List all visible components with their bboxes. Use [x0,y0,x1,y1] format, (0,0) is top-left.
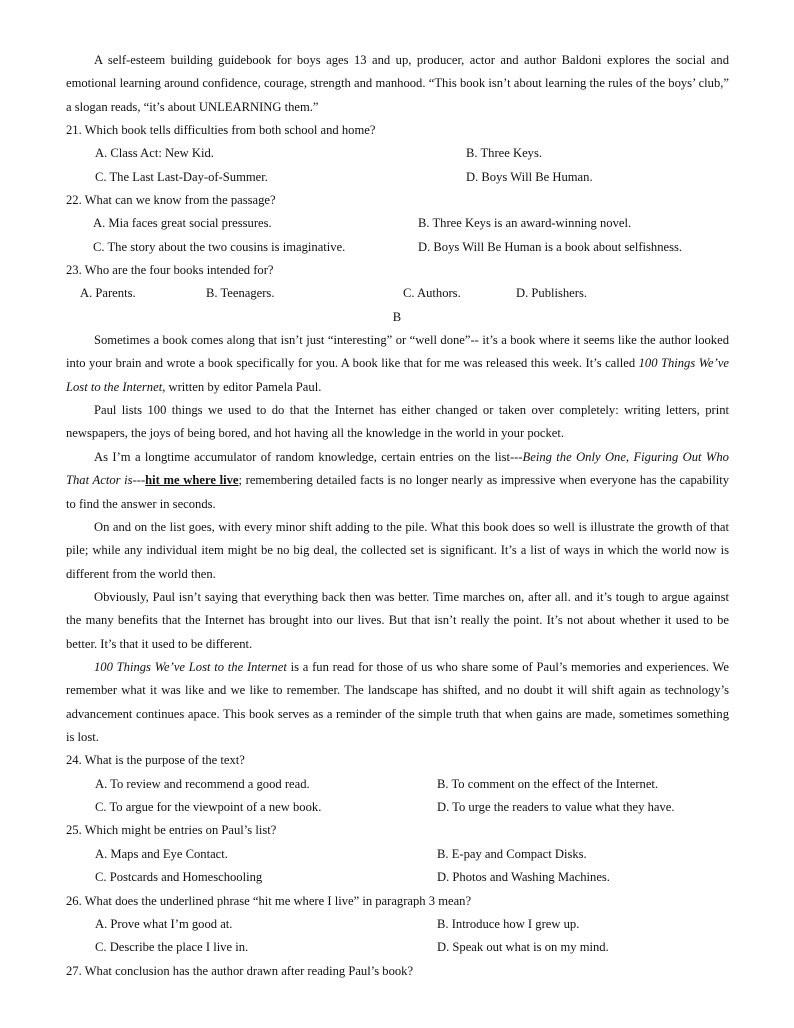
p3-text-end: ; remembering detailed facts is no longer nearly as impressive when everyone has the capability to find the answer in seconds. [66,473,729,511]
p1-text: Sometimes a book comes along that isn’t just “interesting” or “well done”-- it’s a book where it seems like the author looked into your brain and wrote a book specifically for you. A book like that for me was released this week. It’s called [66,333,729,371]
q26-option-c: C. Describe the place I live in. [95,940,249,954]
question-23: 23. Who are the four books intended for? [66,263,274,277]
q21-option-d: D. Boys Will Be Human. [466,170,593,184]
passage-paragraph-5: Obviously, Paul isn’t saying that everything back then was better. Time marches on, after all. and it’s tough to argue against the many benefits that the Internet has brought into our lives. But that isn’t really the point. It’s not about whether it used to be better. It’s that it used to be different. [66,590,729,651]
p1-text-end: , written by editor Pamela Paul. [162,379,322,394]
q26-option-d: D. Speak out what is on my mind. [437,940,609,954]
p3-underlined-phrase: hit me where live [145,473,239,488]
q26-option-a: A. Prove what I’m good at. [95,917,233,931]
passage-paragraph-6 [66,656,729,750]
q22-option-b: B. Three Keys is an award-winning novel. [418,216,632,230]
q22-option-d: D. Boys Will Be Human is a book about selfishness. [418,240,683,254]
q21-option-b: B. Three Keys. [466,146,543,160]
p1-book-title: 100 Things We’ve Lost to the Internet [66,356,730,394]
q23-option-a: A. Parents. [80,286,136,300]
q23-option-b: B. Teenagers. [206,286,275,300]
q24-option-b: B. To comment on the effect of the Internet. [437,777,659,791]
question-25: 25. Which might be entries on Paul’s list? [66,823,277,837]
q26-option-b: B. Introduce how I grew up. [437,917,580,931]
intro-paragraph: A self-esteem building guidebook for boys ages 13 and up, producer, actor and author Baldoni explores the social and emotional learning around confidence, courage, strength and manhood. “This book isn’t about learning the rules of the boys’ club,” a slogan reads, “it’s about UNLEARNING them.” [66,53,729,114]
p6-text: is a fun read for those of us who share some of Paul’s memories and experiences. We remember what it was like and we like to remember. The landscape has shifted, and no doubt it will shift again as technology’s advancement continues apace. This book serves as a reminder of the simple truth that when gains are made, sometimes something is lost. [66,660,730,745]
p6-book-title: 100 Things We’ve Lost to the Internet [94,660,287,674]
section-label: B [392,310,402,324]
passage-paragraph-4: On and on the list goes, with every minor shift adding to the pile. What this book does so well is illustrate the growth of that pile; while any individual item might be no big deal, the collected set is significant. It’s a list of ways in which the world now is different from the world then. [66,520,729,581]
p3-dash: --- [132,473,146,488]
q22-option-a: A. Mia faces great social pressures. [93,216,272,230]
q24-option-d: D. To urge the readers to value what they have. [437,800,675,814]
p3-text: As I’m a longtime accumulator of random knowledge, certain entries on the list--- [94,450,523,464]
passage-paragraph-1 [66,329,729,399]
q23-option-c: C. Authors. [403,286,461,300]
question-24: 24. What is the purpose of the text? [66,753,245,767]
q22-option-c: C. The story about the two cousins is imaginative. [93,240,346,254]
q24-option-a: A. To review and recommend a good read. [95,777,310,791]
q25-option-b: B. E-pay and Compact Disks. [437,847,587,861]
q23-option-d: D. Publishers. [516,286,588,300]
q24-option-c: C. To argue for the viewpoint of a new book. [95,800,322,814]
q25-option-a: A. Maps and Eye Contact. [95,847,228,861]
question-21: 21. Which book tells difficulties from both school and home? [66,123,376,137]
question-26: 26. What does the underlined phrase “hit me where I live” in paragraph 3 mean? [66,894,472,908]
question-27: 27. What conclusion has the author drawn after reading Paul’s book? [66,964,414,978]
p3-list-entry: Being the Only One, Figuring Out Who That Actor is [66,450,729,488]
passage-paragraph-2: Paul lists 100 things we used to do that the Internet has either changed or taken over completely: writing letters, print newspapers, the joys of being bored, and hot having all the knowledge in the world in your pocket. [66,403,729,441]
question-22: 22. What can we know from the passage? [66,193,276,207]
q21-option-a: A. Class Act: New Kid. [95,146,214,160]
q21-option-c: C. The Last Last-Day-of-Summer. [95,170,268,184]
q25-option-d: D. Photos and Washing Machines. [437,870,610,884]
passage-paragraph-3 [66,446,729,516]
q25-option-c: C. Postcards and Homeschooling [95,870,263,884]
